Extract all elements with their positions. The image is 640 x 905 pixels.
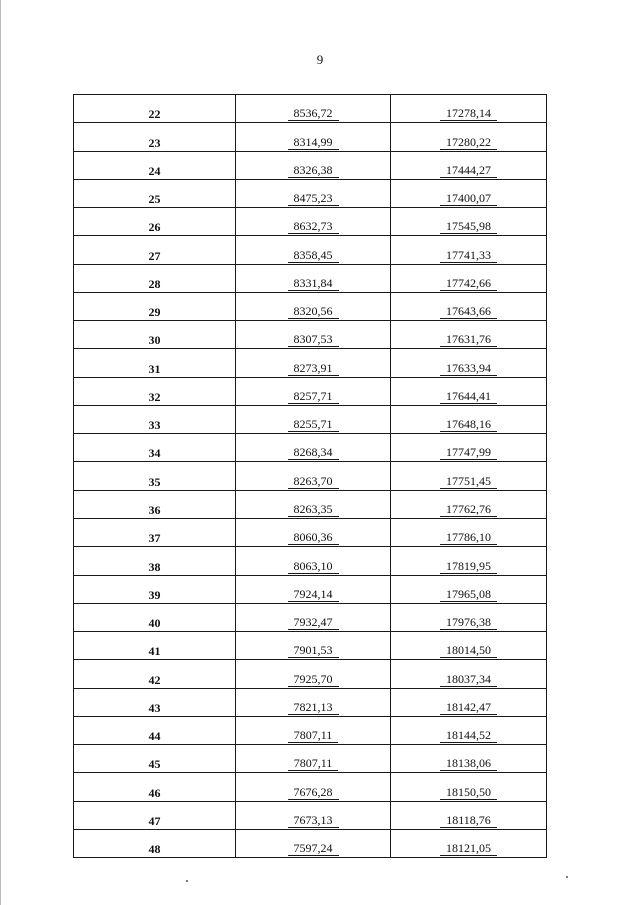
point-number-cell: 37 <box>74 518 236 546</box>
x-coordinate-value: 8314,99 <box>288 135 339 150</box>
y-coordinate-value: 18138,06 <box>440 756 497 771</box>
y-coordinate-cell <box>391 462 547 490</box>
x-coordinate-value: 8326,38 <box>288 163 339 178</box>
y-coordinate-cell <box>391 829 547 857</box>
y-coordinate-cell <box>391 603 547 631</box>
y-coordinate-value: 18150,50 <box>440 785 497 800</box>
y-coordinate-value: 17965,08 <box>440 587 497 602</box>
table-row <box>74 95 547 123</box>
y-coordinate-cell <box>391 349 547 377</box>
x-coordinate-cell <box>236 462 391 490</box>
point-number-cell: 34 <box>74 434 236 462</box>
y-coordinate-value: 18014,50 <box>440 643 497 658</box>
point-number-cell: 48 <box>74 829 236 857</box>
y-coordinate-value: 17648,16 <box>440 417 497 432</box>
table-row <box>74 603 547 631</box>
x-coordinate-value: 7676,28 <box>288 785 339 800</box>
x-coordinate-value: 7597,24 <box>288 841 339 856</box>
y-coordinate-value: 17741,33 <box>440 248 497 263</box>
y-coordinate-cell <box>391 179 547 207</box>
x-coordinate-cell <box>236 688 391 716</box>
y-coordinate-cell <box>391 95 547 123</box>
x-coordinate-cell <box>236 321 391 349</box>
point-number-cell: 44 <box>74 716 236 744</box>
table-row <box>74 688 547 716</box>
table-row <box>74 518 547 546</box>
point-number-cell: 38 <box>74 547 236 575</box>
y-coordinate-cell <box>391 123 547 151</box>
point-number-cell: 43 <box>74 688 236 716</box>
x-coordinate-value: 8632,73 <box>288 219 339 234</box>
coordinates-table <box>73 94 547 858</box>
x-coordinate-value: 8063,10 <box>288 559 339 574</box>
x-coordinate-cell <box>236 349 391 377</box>
x-coordinate-value: 8331,84 <box>288 276 339 291</box>
y-coordinate-value: 18142,47 <box>440 700 497 715</box>
x-coordinate-value: 7901,53 <box>288 643 339 658</box>
y-coordinate-cell <box>391 321 547 349</box>
x-coordinate-value: 8307,53 <box>288 332 339 347</box>
x-coordinate-cell <box>236 773 391 801</box>
y-coordinate-value: 17278,14 <box>440 106 497 121</box>
point-number-cell: 22 <box>74 95 236 123</box>
y-coordinate-value: 18118,76 <box>440 813 497 828</box>
table-row <box>74 660 547 688</box>
x-coordinate-cell <box>236 377 391 405</box>
point-number-cell: 29 <box>74 292 236 320</box>
x-coordinate-value: 8273,91 <box>288 361 339 376</box>
x-coordinate-cell <box>236 292 391 320</box>
table-row <box>74 264 547 292</box>
x-coordinate-cell <box>236 490 391 518</box>
y-coordinate-value: 17751,45 <box>440 474 497 489</box>
x-coordinate-value: 7932,47 <box>288 615 339 630</box>
point-number-cell: 24 <box>74 151 236 179</box>
y-coordinate-cell <box>391 405 547 433</box>
y-coordinate-cell <box>391 292 547 320</box>
point-number-cell: 45 <box>74 745 236 773</box>
x-coordinate-value: 8320,56 <box>288 304 339 319</box>
x-coordinate-cell <box>236 123 391 151</box>
y-coordinate-cell <box>391 236 547 264</box>
point-number-cell: 30 <box>74 321 236 349</box>
table-row <box>74 405 547 433</box>
y-coordinate-cell <box>391 377 547 405</box>
table-row <box>74 236 547 264</box>
y-coordinate-cell <box>391 660 547 688</box>
y-coordinate-cell <box>391 264 547 292</box>
table-row <box>74 745 547 773</box>
x-coordinate-cell <box>236 801 391 829</box>
y-coordinate-value: 18121,05 <box>440 841 497 856</box>
x-coordinate-value: 7673,13 <box>288 813 339 828</box>
y-coordinate-value: 17819,95 <box>440 559 497 574</box>
x-coordinate-cell <box>236 547 391 575</box>
table-row <box>74 547 547 575</box>
page-number: 9 <box>316 52 324 67</box>
point-number-cell: 23 <box>74 123 236 151</box>
x-coordinate-cell <box>236 660 391 688</box>
x-coordinate-cell <box>236 151 391 179</box>
table-row <box>74 208 547 236</box>
x-coordinate-cell <box>236 518 391 546</box>
scan-speck <box>566 876 568 878</box>
y-coordinate-cell <box>391 716 547 744</box>
table-row <box>74 292 547 320</box>
table-row <box>74 462 547 490</box>
table-row <box>74 377 547 405</box>
table-row <box>74 123 547 151</box>
point-number-cell: 33 <box>74 405 236 433</box>
x-coordinate-cell <box>236 405 391 433</box>
y-coordinate-value: 17643,66 <box>440 304 497 319</box>
y-coordinate-value: 17747,99 <box>440 445 497 460</box>
y-coordinate-value: 17545,98 <box>440 219 497 234</box>
x-coordinate-cell <box>236 434 391 462</box>
x-coordinate-value: 8536,72 <box>288 106 339 121</box>
x-coordinate-value: 8060,36 <box>288 530 339 545</box>
y-coordinate-cell <box>391 208 547 236</box>
x-coordinate-cell <box>236 208 391 236</box>
x-coordinate-value: 7925,70 <box>288 672 339 687</box>
table-row <box>74 575 547 603</box>
table-row <box>74 151 547 179</box>
table-body <box>74 95 547 858</box>
x-coordinate-cell <box>236 179 391 207</box>
x-coordinate-value: 8257,71 <box>288 389 339 404</box>
x-coordinate-value: 8475,23 <box>288 191 339 206</box>
table-row <box>74 716 547 744</box>
point-number-cell: 31 <box>74 349 236 377</box>
point-number-cell: 28 <box>74 264 236 292</box>
y-coordinate-value: 17742,66 <box>440 276 497 291</box>
point-number-cell: 41 <box>74 632 236 660</box>
y-coordinate-cell <box>391 688 547 716</box>
point-number-cell: 32 <box>74 377 236 405</box>
x-coordinate-value: 7807,11 <box>288 728 339 743</box>
x-coordinate-value: 8263,70 <box>288 474 339 489</box>
page-edge <box>0 0 1 905</box>
x-coordinate-cell <box>236 264 391 292</box>
y-coordinate-value: 17400,07 <box>440 191 497 206</box>
x-coordinate-value: 8263,35 <box>288 502 339 517</box>
x-coordinate-cell <box>236 716 391 744</box>
x-coordinate-cell <box>236 236 391 264</box>
point-number-cell: 35 <box>74 462 236 490</box>
y-coordinate-cell <box>391 490 547 518</box>
y-coordinate-value: 17633,94 <box>440 361 497 376</box>
x-coordinate-cell <box>236 95 391 123</box>
table-row <box>74 349 547 377</box>
y-coordinate-value: 17631,76 <box>440 332 497 347</box>
x-coordinate-value: 7807,11 <box>288 756 339 771</box>
point-number-cell: 26 <box>74 208 236 236</box>
x-coordinate-value: 8255,71 <box>288 417 339 432</box>
y-coordinate-value: 17976,38 <box>440 615 497 630</box>
table-row <box>74 321 547 349</box>
x-coordinate-cell <box>236 575 391 603</box>
point-number-cell: 25 <box>74 179 236 207</box>
point-number-cell: 27 <box>74 236 236 264</box>
y-coordinate-value: 17762,76 <box>440 502 497 517</box>
x-coordinate-value: 8358,45 <box>288 248 339 263</box>
x-coordinate-cell <box>236 603 391 631</box>
table-row <box>74 632 547 660</box>
table-row <box>74 773 547 801</box>
y-coordinate-value: 17786,10 <box>440 530 497 545</box>
x-coordinate-value: 8268,34 <box>288 445 339 460</box>
point-number-cell: 36 <box>74 490 236 518</box>
y-coordinate-value: 18037,34 <box>440 672 497 687</box>
y-coordinate-cell <box>391 632 547 660</box>
point-number-cell: 39 <box>74 575 236 603</box>
x-coordinate-value: 7924,14 <box>288 587 339 602</box>
y-coordinate-cell <box>391 745 547 773</box>
y-coordinate-cell <box>391 518 547 546</box>
x-coordinate-cell <box>236 632 391 660</box>
y-coordinate-value: 17644,41 <box>440 389 497 404</box>
x-coordinate-value: 7821,13 <box>288 700 339 715</box>
y-coordinate-cell <box>391 151 547 179</box>
point-number-cell: 47 <box>74 801 236 829</box>
y-coordinate-value: 17280,22 <box>440 135 497 150</box>
table-row <box>74 179 547 207</box>
point-number-cell: 42 <box>74 660 236 688</box>
table-row <box>74 801 547 829</box>
y-coordinate-value: 18144,52 <box>440 728 497 743</box>
y-coordinate-cell <box>391 434 547 462</box>
table-row <box>74 490 547 518</box>
table-row <box>74 434 547 462</box>
table-row <box>74 829 547 857</box>
x-coordinate-cell <box>236 829 391 857</box>
x-coordinate-cell <box>236 745 391 773</box>
point-number-cell: 46 <box>74 773 236 801</box>
y-coordinate-cell <box>391 773 547 801</box>
point-number-cell: 40 <box>74 603 236 631</box>
y-coordinate-cell <box>391 547 547 575</box>
y-coordinate-value: 17444,27 <box>440 163 497 178</box>
y-coordinate-cell <box>391 575 547 603</box>
y-coordinate-cell <box>391 801 547 829</box>
scan-speck <box>186 880 188 882</box>
